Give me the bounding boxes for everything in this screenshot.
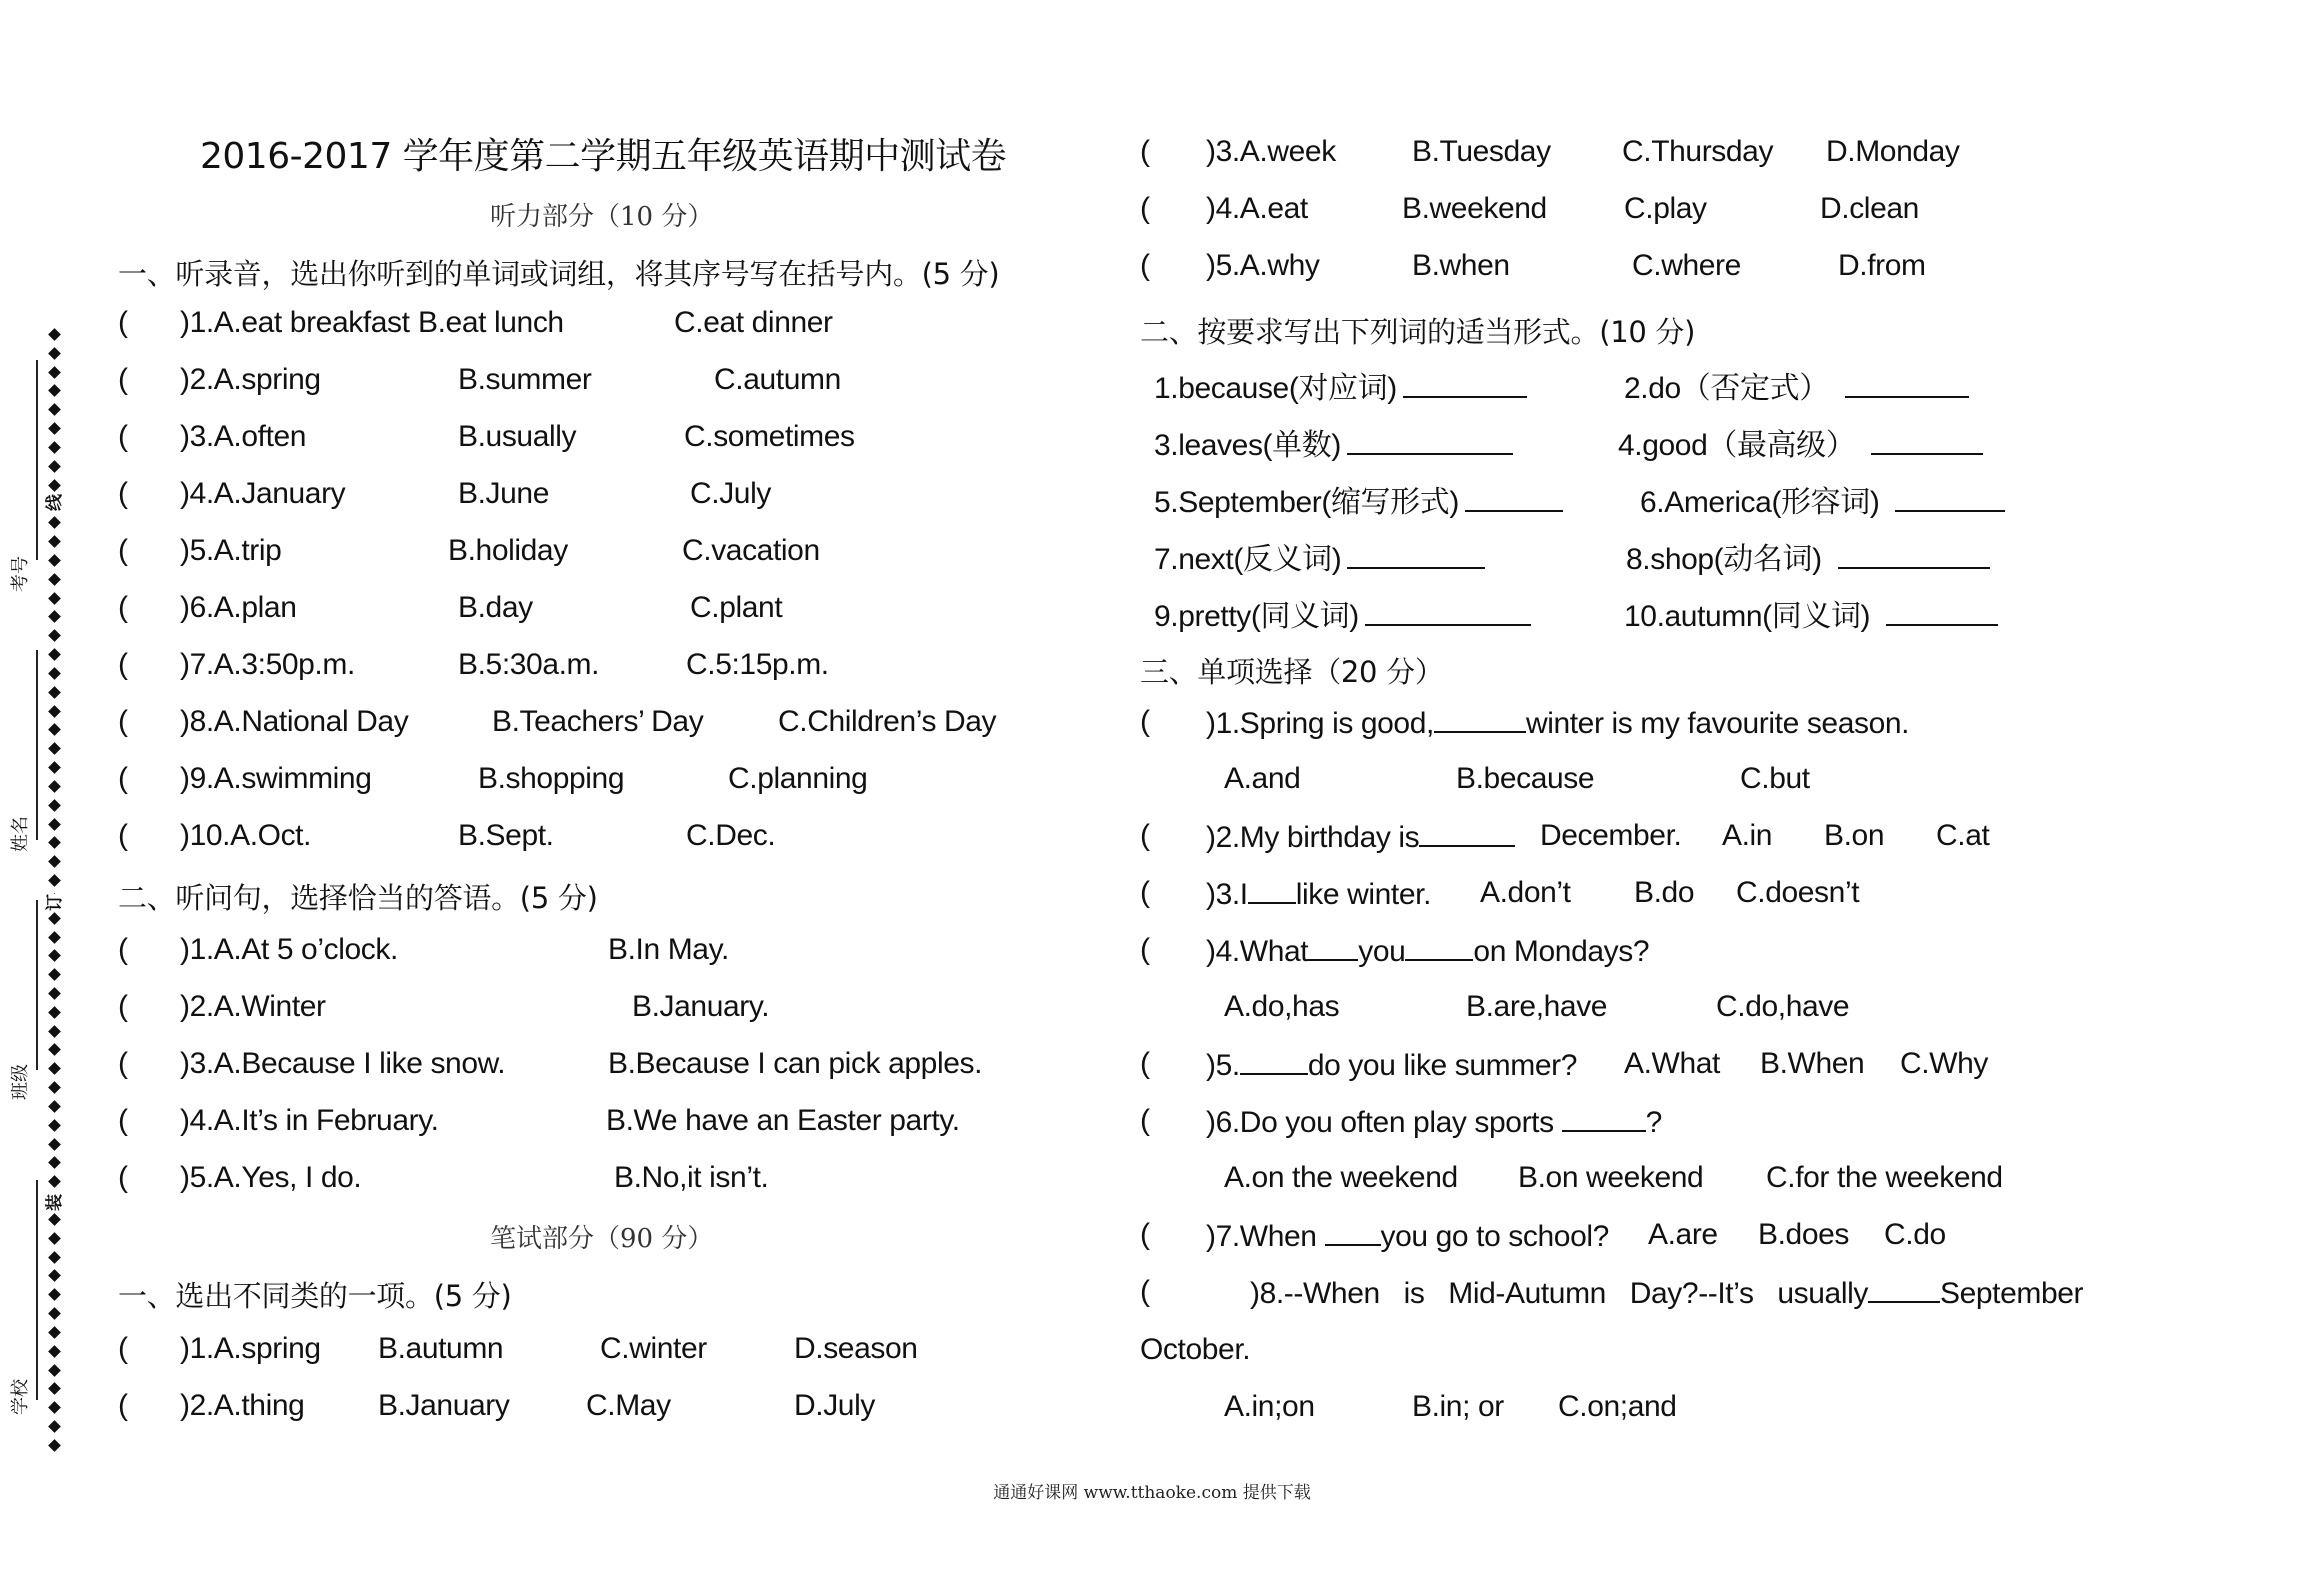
question-option-a: )3.A.often xyxy=(180,420,307,453)
question-1: ( )1.Spring is good, winter is my favourite season. xyxy=(1140,705,1910,740)
question-option-a: )10.A.Oct. xyxy=(180,819,312,852)
question-4: ( )4.What you on Mondays? xyxy=(1140,933,1650,968)
diamond-mark xyxy=(48,1119,61,1132)
question-option-b: B.weekend xyxy=(1402,192,1547,225)
answer-blank[interactable] xyxy=(1895,484,2005,512)
answer-blank[interactable] xyxy=(1868,1275,1940,1303)
listening-q5 xyxy=(118,534,1118,574)
question-option-b: B.eat lunch xyxy=(418,306,564,339)
question-option-b: B.summer xyxy=(458,363,592,396)
diamond-mark xyxy=(48,968,61,981)
listening-section2-title: 二、听问句，选择恰当的答语。(5 分) xyxy=(118,881,598,915)
diamond-mark xyxy=(48,403,61,416)
question-option-c: C.eat dinner xyxy=(674,306,833,339)
question-option-a: )5.A.trip xyxy=(180,534,282,567)
diamond-mark xyxy=(48,724,61,737)
diamond-mark xyxy=(48,1326,61,1339)
listening-q10 xyxy=(118,819,1118,859)
diamond-mark xyxy=(48,573,61,586)
word-form-item xyxy=(1624,591,1998,635)
question-6: ( )6.Do you often play sports ? xyxy=(1140,1104,1662,1139)
question-option-b: B.holiday xyxy=(448,534,568,567)
margin-mark-line: 线 xyxy=(40,494,65,511)
listening-q6 xyxy=(118,591,1118,631)
margin-mark-bind: 订 xyxy=(40,894,65,911)
question-option-b: B.Tuesday xyxy=(1412,135,1551,168)
question-option-b: B.Sept. xyxy=(458,819,554,852)
word-form-prompt: 1.because(对应词) xyxy=(1154,372,1397,405)
question-option-b: B.5:30a.m. xyxy=(458,648,600,681)
question-option-d: D.clean xyxy=(1820,192,1919,225)
question-option-a: )4.A.January xyxy=(180,477,346,510)
diamond-mark xyxy=(48,667,61,680)
writing-section1-title: 一、选出不同类的一项。(5 分) xyxy=(118,1279,512,1313)
listening-q8 xyxy=(118,705,1118,745)
listening-section1-title: 一、听录音，选出你听到的单词或词组，将其序号写在括号内。(5 分) xyxy=(118,257,1000,291)
listening-q2 xyxy=(118,363,1118,403)
diamond-mark xyxy=(48,949,61,962)
question-option-a: )3.A.Because I like snow. xyxy=(180,1047,506,1080)
diamond-mark xyxy=(48,385,61,398)
answer-blank[interactable] xyxy=(1419,819,1515,847)
diamond-mark xyxy=(48,1044,61,1057)
answer-paren: ( xyxy=(118,420,128,453)
listening-header: 听力部分（10 分） xyxy=(490,202,714,232)
answer-blank[interactable] xyxy=(1240,1047,1308,1075)
answer-blank[interactable] xyxy=(1403,370,1527,398)
diamond-mark xyxy=(48,460,61,473)
word-form-item xyxy=(1640,477,2005,521)
question-option-c: C.Children’s Day xyxy=(778,705,997,738)
response-q3 xyxy=(118,1047,1118,1087)
diamond-mark xyxy=(48,818,61,831)
question-option-b: B.usually xyxy=(458,420,577,453)
page-title: 2016-2017 学年度第二学期五年级英语期中测试卷 xyxy=(200,136,1007,177)
diamond-mark xyxy=(48,1213,61,1226)
diamond-mark xyxy=(48,1157,61,1170)
diamond-mark xyxy=(48,1345,61,1358)
answer-paren: ( xyxy=(1140,249,1150,282)
question-option-a: )1.A.At 5 o’clock. xyxy=(180,933,398,966)
answer-paren: ( xyxy=(118,477,128,510)
word-form-item xyxy=(1624,363,1969,407)
diamond-mark xyxy=(48,441,61,454)
question-option-b: B.In May. xyxy=(608,933,729,966)
question-option-a: )4.A.eat xyxy=(1206,192,1308,225)
question-option-a: )9.A.swimming xyxy=(180,762,372,795)
answer-blank[interactable] xyxy=(1871,427,1983,455)
word-form-prompt: 6.America(形容词) xyxy=(1640,486,1880,519)
question-option-a: )6.A.plan xyxy=(180,591,297,624)
question-option-a: )2.A.spring xyxy=(180,363,321,396)
diamond-mark xyxy=(48,1081,61,1094)
diamond-mark xyxy=(48,742,61,755)
odd-one-out-q1 xyxy=(118,1332,1118,1372)
answer-blank[interactable] xyxy=(1347,541,1485,569)
question-option-b: B.shopping xyxy=(478,762,625,795)
diamond-mark xyxy=(48,1062,61,1075)
margin-label-name: 姓名 xyxy=(10,816,31,852)
question-option-c: C.May xyxy=(586,1389,671,1422)
odd-one-out-q3 xyxy=(1140,135,2140,175)
odd-one-out-q2 xyxy=(118,1389,1118,1429)
answer-paren: ( xyxy=(118,363,128,396)
answer-paren: ( xyxy=(118,762,128,795)
diamond-mark xyxy=(48,328,61,341)
diamond-mark xyxy=(48,705,61,718)
diamond-mark xyxy=(48,836,61,849)
diamond-mark xyxy=(48,535,61,548)
diamond-mark xyxy=(48,1364,61,1377)
answer-paren: ( xyxy=(118,990,128,1023)
question-option-b: B.January xyxy=(378,1389,510,1422)
diamond-mark xyxy=(48,1175,61,1188)
word-form-prompt: 10.autumn(同义词) xyxy=(1624,600,1871,633)
diamond-mark xyxy=(48,1401,61,1414)
answer-paren: ( xyxy=(118,1161,128,1194)
question-option-b: B.January. xyxy=(632,990,770,1023)
question-option-b: B.No,it isn’t. xyxy=(614,1161,769,1194)
answer-paren: ( xyxy=(118,819,128,852)
listening-q1 xyxy=(118,306,1118,346)
word-form-prompt: 8.shop(动名词) xyxy=(1626,543,1822,576)
diamond-mark xyxy=(48,592,61,605)
word-form-prompt: 7.next(反义词) xyxy=(1154,543,1342,576)
question-option-a: )3.A.week xyxy=(1206,135,1336,168)
answer-paren: ( xyxy=(118,1104,128,1137)
writing-section3-title: 三、单项选择（20 分） xyxy=(1140,655,1444,689)
answer-blank[interactable] xyxy=(1347,427,1513,455)
question-option-c: C.vacation xyxy=(682,534,820,567)
diamond-mark xyxy=(48,1100,61,1113)
answer-paren: ( xyxy=(1140,135,1150,168)
answer-blank[interactable] xyxy=(1308,933,1358,961)
question-option-b: B.Because I can pick apples. xyxy=(608,1047,983,1080)
answer-paren: ( xyxy=(118,306,128,339)
question-option-c: C.plant xyxy=(690,591,783,624)
diamond-mark xyxy=(48,1383,61,1396)
question-option-c: C.autumn xyxy=(714,363,841,396)
answer-blank[interactable] xyxy=(1838,541,1990,569)
margin-line xyxy=(36,1180,38,1400)
answer-paren: ( xyxy=(118,534,128,567)
response-q2 xyxy=(118,990,1118,1030)
word-form-item xyxy=(1154,534,1485,578)
question-1-options: A.and B.because C.but xyxy=(1224,762,1810,795)
response-q4 xyxy=(118,1104,1118,1144)
diamond-mark xyxy=(48,874,61,887)
question-option-d: D.season xyxy=(794,1332,918,1365)
question-option-b: B.autumn xyxy=(378,1332,504,1365)
margin-label-school: 学校 xyxy=(10,1379,31,1415)
word-form-prompt: 2.do（否定式） xyxy=(1624,372,1829,405)
page-footer: 通通好课网 www.tthaoke.com 提供下载 xyxy=(993,1483,1311,1503)
listening-q3 xyxy=(118,420,1118,460)
question-option-c: C.5:15p.m. xyxy=(686,648,829,681)
diamond-mark xyxy=(48,1138,61,1151)
question-option-a: )1.A.spring xyxy=(180,1332,321,1365)
question-option-c: C.where xyxy=(1632,249,1741,282)
question-option-a: )5.A.why xyxy=(1206,249,1320,282)
word-form-row-3 xyxy=(1140,477,2140,517)
diamond-mark xyxy=(48,554,61,567)
answer-blank[interactable] xyxy=(1365,598,1531,626)
diamond-mark xyxy=(48,629,61,642)
question-5: ( )5. do you like summer? A.What B.When C.Why xyxy=(1140,1047,1989,1082)
diamond-mark xyxy=(48,1288,61,1301)
diamond-mark xyxy=(48,931,61,944)
response-q5 xyxy=(118,1161,1118,1201)
word-form-row-2 xyxy=(1140,420,2140,460)
question-8-options: A.in;on B.in; or C.on;and xyxy=(1224,1390,1677,1423)
answer-paren: ( xyxy=(118,705,128,738)
answer-paren: ( xyxy=(118,648,128,681)
margin-label-class: 班级 xyxy=(10,1064,31,1100)
diamond-mark xyxy=(48,1025,61,1038)
question-3: ( )3.I like winter. A.don’t B.do C.doesn’t xyxy=(1140,876,1860,911)
answer-blank[interactable] xyxy=(1562,1104,1646,1132)
question-option-b: B.when xyxy=(1412,249,1510,282)
question-option-a: )2.A.Winter xyxy=(180,990,326,1023)
margin-line xyxy=(36,360,38,560)
question-option-a: )5.A.Yes, I do. xyxy=(180,1161,362,1194)
word-form-row-1 xyxy=(1140,363,2140,403)
diamond-mark xyxy=(48,780,61,793)
question-option-a: )2.A.thing xyxy=(180,1389,305,1422)
question-option-c: C.Dec. xyxy=(686,819,776,852)
writing-header: 笔试部分（90 分） xyxy=(490,1224,714,1254)
word-form-item xyxy=(1154,591,1531,635)
answer-paren: ( xyxy=(118,1047,128,1080)
odd-one-out-q4 xyxy=(1140,192,2140,232)
question-option-b: B.June xyxy=(458,477,549,510)
answer-blank[interactable] xyxy=(1845,370,1969,398)
answer-blank[interactable] xyxy=(1465,484,1563,512)
answer-paren: ( xyxy=(118,1389,128,1422)
diamond-mark xyxy=(48,479,61,492)
word-form-item xyxy=(1154,420,1513,464)
question-2: ( )2.My birthday is December. A.in B.on C.at xyxy=(1140,819,1990,854)
answer-paren: ( xyxy=(118,591,128,624)
word-form-item xyxy=(1154,363,1527,407)
diamond-mark xyxy=(48,366,61,379)
question-option-a: )7.A.3:50p.m. xyxy=(180,648,355,681)
question-option-b: B.We have an Easter party. xyxy=(606,1104,960,1137)
diamond-mark xyxy=(48,1270,61,1283)
question-option-c: C.winter xyxy=(600,1332,707,1365)
word-form-prompt: 5.September(缩写形式) xyxy=(1154,486,1459,519)
listening-q4 xyxy=(118,477,1118,517)
question-option-c: C.play xyxy=(1624,192,1707,225)
question-option-c: C.Thursday xyxy=(1622,135,1774,168)
margin-label-exam-number: 考号 xyxy=(10,556,31,592)
question-option-b: B.day xyxy=(458,591,533,624)
question-4-options: A.do,has B.are,have C.do,have xyxy=(1224,990,1850,1023)
diamond-mark xyxy=(48,1006,61,1019)
margin-mark-staple: 装 xyxy=(40,1194,65,1211)
answer-paren: ( xyxy=(118,1332,128,1365)
question-option-c: C.sometimes xyxy=(684,420,855,453)
diamond-mark xyxy=(48,516,61,529)
diamond-mark xyxy=(48,855,61,868)
diamond-mark xyxy=(48,1307,61,1320)
diamond-mark xyxy=(48,1251,61,1264)
answer-blank[interactable] xyxy=(1405,933,1473,961)
question-8-cont: October. xyxy=(1140,1333,1251,1366)
binding-margin xyxy=(0,330,80,1450)
diamond-mark xyxy=(48,761,61,774)
answer-blank[interactable] xyxy=(1434,705,1526,733)
question-option-c: C.planning xyxy=(728,762,868,795)
diamond-mark xyxy=(48,1439,61,1452)
question-option-b: B.Teachers’ Day xyxy=(492,705,704,738)
question-option-a: )4.A.It’s in February. xyxy=(180,1104,439,1137)
question-6-options: A.on the weekend B.on weekend C.for the weekend xyxy=(1224,1161,2003,1194)
word-form-item xyxy=(1626,534,1990,578)
answer-blank[interactable] xyxy=(1248,876,1296,904)
word-form-prompt: 4.good（最高级） xyxy=(1618,429,1856,462)
answer-paren: ( xyxy=(118,933,128,966)
question-7: ( )7.When you go to school? A.are B.does C.do xyxy=(1140,1218,1946,1253)
question-option-c: C.July xyxy=(690,477,771,510)
answer-paren: ( xyxy=(1140,192,1150,225)
word-form-row-4 xyxy=(1140,534,2140,574)
word-form-item xyxy=(1154,477,1563,521)
question-option-d: D.from xyxy=(1838,249,1926,282)
margin-line xyxy=(36,900,38,1070)
diamond-mark xyxy=(48,648,61,661)
listening-q7 xyxy=(118,648,1118,688)
diamond-mark xyxy=(48,611,61,624)
diamond-mark xyxy=(48,799,61,812)
diamond-mark xyxy=(48,987,61,1000)
diamond-mark xyxy=(48,1420,61,1433)
question-option-a: )8.A.National Day xyxy=(180,705,409,738)
word-form-item xyxy=(1618,420,1983,464)
question-8: ( )8.--When is Mid-Autumn Day?--It’s usually September xyxy=(1140,1275,2084,1310)
diamond-mark xyxy=(48,912,61,925)
diamond-mark xyxy=(48,347,61,360)
question-option-a: )1.A.eat breakfast xyxy=(180,306,410,339)
diamond-mark xyxy=(48,686,61,699)
diamond-mark xyxy=(48,1232,61,1245)
answer-blank[interactable] xyxy=(1325,1218,1381,1246)
word-form-prompt: 9.pretty(同义词) xyxy=(1154,600,1359,633)
diamond-mark xyxy=(48,422,61,435)
word-form-row-5 xyxy=(1140,591,2140,631)
odd-one-out-q5 xyxy=(1140,249,2140,289)
word-form-prompt: 3.leaves(单数) xyxy=(1154,429,1341,462)
listening-q9 xyxy=(118,762,1118,802)
margin-line xyxy=(36,650,38,840)
question-option-d: D.July xyxy=(794,1389,875,1422)
writing-section2-title: 二、按要求写出下列词的适当形式。(10 分) xyxy=(1140,315,1696,349)
response-q1 xyxy=(118,933,1118,973)
answer-blank[interactable] xyxy=(1886,598,1998,626)
question-option-d: D.Monday xyxy=(1826,135,1960,168)
